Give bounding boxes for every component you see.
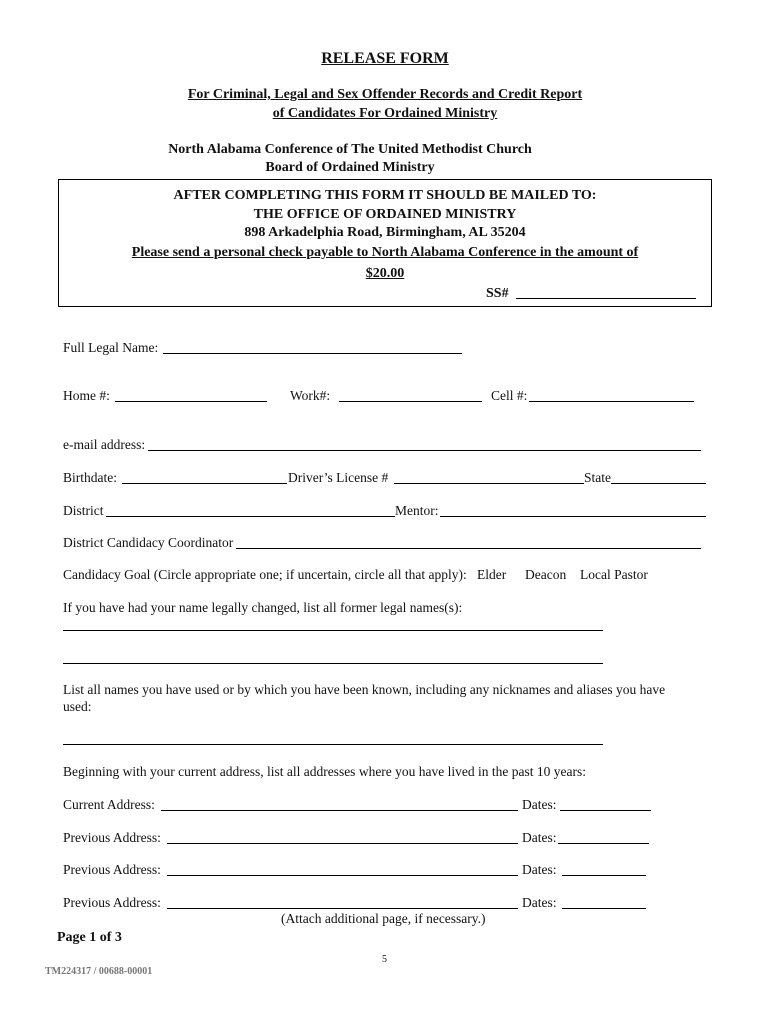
notice-amount: $20.00 — [365, 266, 405, 281]
notice-check-instructions: Please send a personal check payable to North Alabama Conference in the amount of — [131, 245, 639, 260]
full-legal-name-label: Full Legal Name: — [63, 340, 159, 355]
email-label: e-mail address: — [63, 437, 146, 452]
full-legal-name-line[interactable] — [163, 353, 462, 354]
home-phone-label: Home #: — [63, 388, 110, 403]
district-coordinator-label: District Candidacy Coordinator — [63, 535, 234, 550]
district-coordinator-line[interactable] — [236, 548, 701, 549]
page-number: 5 — [382, 954, 387, 965]
subtitle-line-2: of Candidates For Ordained Ministry — [272, 106, 498, 121]
document-code: TM224317 / 00688-00001 — [45, 966, 153, 977]
form-title: RELEASE FORM — [321, 50, 449, 67]
previous-address-3-dates-line[interactable] — [562, 908, 646, 909]
previous-address-3-label: Previous Address: — [63, 895, 161, 910]
previous-address-2-line[interactable] — [167, 875, 518, 876]
current-address-dates-line[interactable] — [560, 810, 651, 811]
drivers-license-label: Driver’s License # — [288, 470, 389, 485]
birthdate-label: Birthdate: — [63, 470, 117, 485]
subtitle-line-1: For Criminal, Legal and Sex Offender Records and Credit Report — [187, 87, 583, 102]
former-names-line-1[interactable] — [63, 630, 603, 631]
aliases-prompt-line-2: used: — [63, 699, 92, 714]
previous-address-1-line[interactable] — [167, 843, 518, 844]
previous-address-2-label: Previous Address: — [63, 862, 161, 877]
ss-label: SS# — [486, 286, 509, 301]
cell-phone-line[interactable] — [529, 401, 694, 402]
aliases-line[interactable] — [63, 744, 603, 745]
mentor-label: Mentor: — [395, 503, 439, 518]
state-label: State — [584, 470, 611, 485]
previous-address-2-dates-line[interactable] — [562, 875, 646, 876]
org-name-line-1: North Alabama Conference of The United Methodist Church — [168, 142, 532, 157]
goal-option-elder[interactable]: Elder — [477, 567, 507, 582]
current-address-line[interactable] — [161, 810, 518, 811]
previous-address-1-label: Previous Address: — [63, 830, 161, 845]
attach-page-note: (Attach additional page, if necessary.) — [281, 911, 486, 926]
page-indicator: Page 1 of 3 — [57, 930, 122, 945]
previous-address-1-dates-label: Dates: — [522, 830, 557, 845]
home-phone-line[interactable] — [115, 401, 267, 402]
current-address-dates-label: Dates: — [522, 797, 557, 812]
notice-address: 898 Arkadelphia Road, Birmingham, AL 35204 — [244, 225, 526, 240]
goal-option-deacon[interactable]: Deacon — [525, 567, 567, 582]
work-phone-label: Work#: — [290, 388, 331, 403]
goal-option-local-pastor[interactable]: Local Pastor — [580, 567, 648, 582]
notice-line-2: THE OFFICE OF ORDAINED MINISTRY — [253, 207, 517, 222]
mentor-line[interactable] — [440, 516, 706, 517]
previous-address-2-dates-label: Dates: — [522, 862, 557, 877]
former-names-prompt: If you have had your name legally changed, list all former legal names(s): — [63, 600, 463, 615]
drivers-license-line[interactable] — [394, 483, 584, 484]
aliases-prompt-line-1: List all names you have used or by which you have been known, including any nicknames and aliases you have — [63, 682, 666, 697]
previous-address-1-dates-line[interactable] — [558, 843, 649, 844]
notice-line-1: AFTER COMPLETING THIS FORM IT SHOULD BE MAILED TO: — [173, 188, 597, 203]
previous-address-3-line[interactable] — [167, 908, 518, 909]
addresses-prompt: Beginning with your current address, list all addresses where you have lived in the past 10 years: — [63, 764, 586, 779]
candidacy-goal-label: Candidacy Goal (Circle appropriate one; if uncertain, circle all that apply): — [63, 567, 467, 582]
former-names-line-2[interactable] — [63, 663, 603, 664]
district-line[interactable] — [106, 516, 395, 517]
org-name-line-2: Board of Ordained Ministry — [265, 160, 435, 175]
district-label: District — [63, 503, 104, 518]
email-line[interactable] — [148, 450, 701, 451]
cell-phone-label: Cell #: — [491, 388, 528, 403]
work-phone-line[interactable] — [339, 401, 482, 402]
previous-address-3-dates-label: Dates: — [522, 895, 557, 910]
current-address-label: Current Address: — [63, 797, 155, 812]
birthdate-line[interactable] — [122, 483, 287, 484]
state-line[interactable] — [611, 483, 706, 484]
ss-input-line[interactable] — [516, 298, 696, 299]
